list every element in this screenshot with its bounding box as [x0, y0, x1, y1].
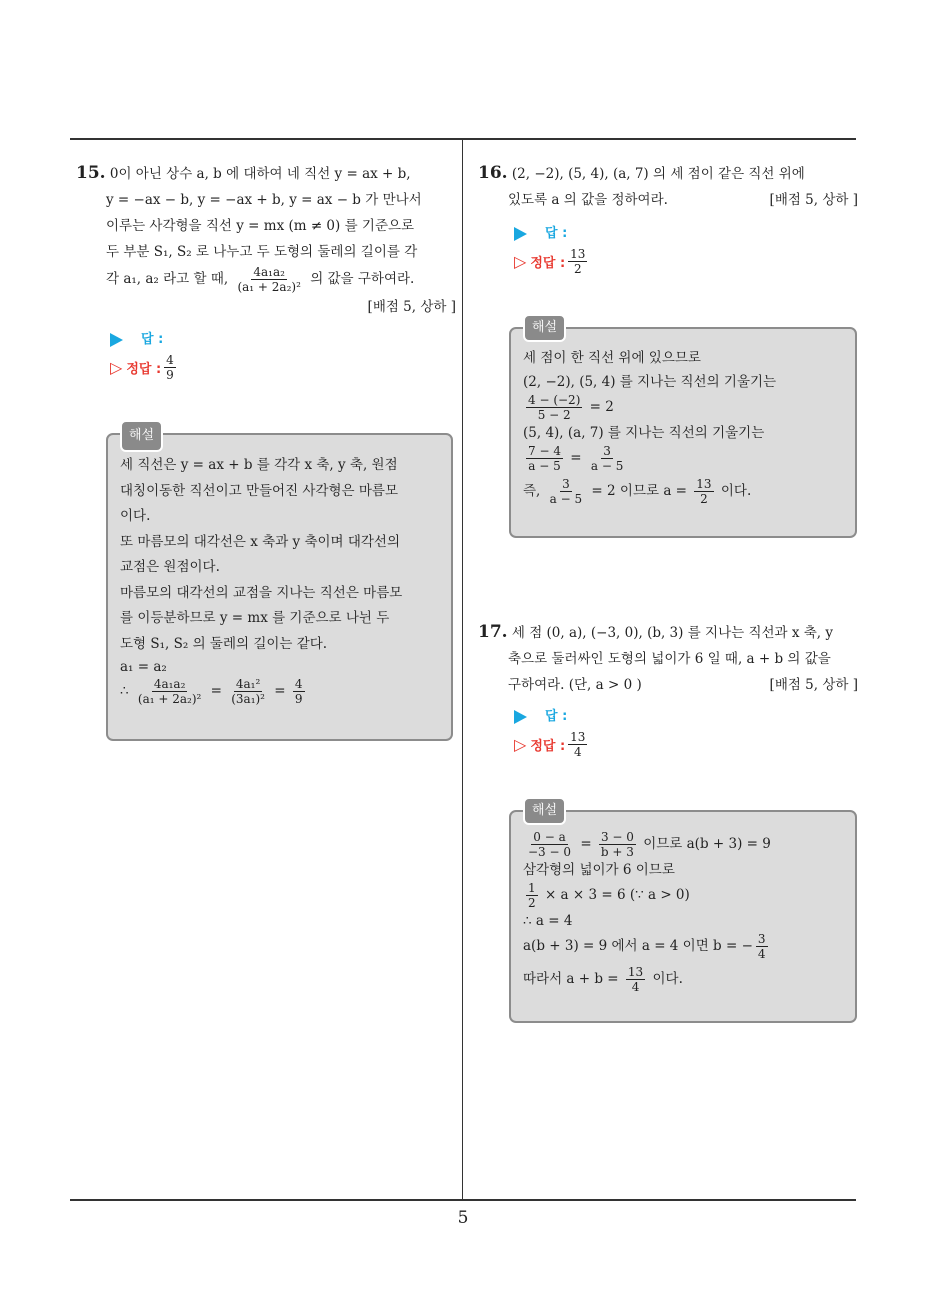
problem-16 — [478, 160, 858, 213]
solution-line: (2, −2), (5, 4) 를 지나는 직선의 기울기는 — [523, 374, 777, 390]
solution-box-16 — [509, 320, 857, 538]
play-arrow-icon — [514, 227, 527, 241]
fraction: $\frac{0 - a}{-3 - 0}$ — [528, 830, 572, 859]
solution-line: 세 직선은 y = ax + b 를 각각 x 축, y 축, 원점 — [120, 457, 398, 473]
correct-label: 정답 : — [530, 256, 566, 271]
answer-label: 답 : — [141, 332, 164, 347]
fraction: $\frac{\text{4a₁a₂}}{\text{(a₁ + 2a₂)²}}$ — [137, 677, 202, 706]
equals-sign: = — [274, 683, 286, 699]
column-divider — [462, 138, 463, 1200]
problem-text-line: 구하여라. (단, a > 0 ) — [508, 677, 642, 693]
correct-answer: $\frac{4}{9}$ — [166, 353, 174, 382]
fraction: $\frac{3 - 0}{b + 3}$ — [600, 830, 634, 859]
top-rule — [70, 138, 856, 140]
problem-text-line: 있도록 a 의 값을 정하여라. — [508, 192, 668, 208]
solution-text: 따라서 a + b = — [523, 971, 619, 987]
solution-tag: 해설 — [523, 797, 566, 825]
fraction: $\frac{13}{2}$ — [696, 477, 712, 506]
solution-line: 또 마름모의 대각선은 x 축과 y 축이며 대각선의 — [120, 533, 401, 550]
problem-17 — [478, 619, 858, 698]
problem-number: 15. — [76, 163, 106, 183]
problem-text-line: 0이 아닌 상수 a, b 에 대하여 네 직선 y = ax + b, — [109, 166, 411, 182]
therefore-symbol: ∴ — [120, 683, 129, 699]
fraction: $\frac{\text{4a₁²}}{\text{(3a₁)²}}$ — [231, 677, 265, 706]
solution-text: = 2 이므로 a = — [591, 483, 687, 499]
outline-arrow-icon: ▷ — [110, 358, 123, 377]
solution-line: 도형 S₁, S₂ 의 둘레의 길이는 같다. — [120, 635, 328, 652]
fraction: $\frac{4}{9}$ — [294, 677, 303, 706]
solution-line: 마름모의 대각선의 교점을 지나는 직선은 마름모 — [120, 584, 403, 601]
bottom-rule — [70, 1199, 856, 1201]
outline-arrow-icon: ▷ — [514, 735, 527, 754]
correct-answer: $\frac{13}{4}$ — [570, 730, 586, 759]
problem-text-line: 축으로 둘러싸인 도형의 넓이가 6 일 때, a + b 의 값을 — [508, 651, 831, 667]
correct-label: 정답 : — [530, 739, 566, 754]
solution-line: a₁ = a₂ — [120, 659, 167, 675]
solution-text: a(b + 3) = 9 에서 a = 4 이면 b = − — [523, 938, 753, 954]
solution-text: 이다. — [652, 971, 683, 987]
outline-arrow-icon: ▷ — [514, 252, 527, 271]
equals-sign: = — [580, 836, 592, 852]
fraction: $\frac{7 - 4}{a - 5}$ — [528, 444, 561, 473]
fraction: $\frac{13}{4}$ — [627, 965, 644, 994]
fraction: $\frac{3}{a - 5}$ — [590, 444, 624, 473]
solution-line: 를 이등분하므로 y = mx 를 기준으로 나뉜 두 — [120, 610, 390, 626]
answer-block-17 — [514, 705, 590, 759]
problem-number: 16. — [478, 163, 508, 183]
solution-line: (5, 4), (a, 7) 를 지나는 직선의 기울기는 — [523, 425, 765, 441]
equals-sign: = — [570, 450, 582, 466]
problem-15 — [76, 160, 456, 320]
fraction: $\frac{\text{4a₁a₂}}{\text{(a₁ + 2a₂)²}}$ — [237, 265, 301, 294]
problem-text-line: y = −ax − b, y = −ax + b, y = ax − b 가 만나서 — [106, 192, 422, 208]
points-label: [배점 5, 상하 ] — [769, 677, 858, 693]
points-label: [배점 5, 상하 ] — [769, 192, 858, 208]
solution-box-15 — [106, 428, 453, 741]
play-arrow-icon — [514, 710, 527, 724]
solution-text: 이다. — [720, 483, 752, 499]
problem-text-line: 세 점 (0, a), (−3, 0), (b, 3) 를 지나는 직선과 x 축, y — [511, 625, 834, 641]
play-arrow-icon — [110, 333, 123, 347]
problem-text-line: 의 값을 구하여라. — [310, 271, 415, 287]
answer-label: 답 : — [545, 226, 568, 241]
solution-line: 삼각형의 넓이가 6 이므로 — [523, 862, 675, 878]
solution-line: 이다. — [120, 508, 151, 524]
problem-text-line: 이루는 사각형을 직선 y = mx (m ≠ 0) 를 기준으로 — [106, 218, 415, 234]
solution-text: × a × 3 = 6 (∵ a > 0) — [544, 887, 690, 903]
fraction: $\frac{4 - (-2)}{5 - 2}$ — [528, 393, 581, 422]
solution-line: 대칭이동한 직선이고 만들어진 사각형은 마름모 — [120, 482, 398, 499]
fraction: $\frac{1}{2}$ — [528, 881, 536, 910]
solution-text: 이므로 a(b + 3) = 9 — [643, 836, 771, 852]
answer-label: 답 : — [545, 709, 568, 724]
problem-text-line: (2, −2), (5, 4), (a, 7) 의 세 점이 같은 직선 위에 — [511, 166, 805, 182]
points-label: [배점 5, 상하 ] — [367, 299, 456, 315]
solution-box-17 — [509, 803, 857, 1023]
equals-sign: = — [210, 683, 222, 699]
fraction: $\frac{3}{a - 5}$ — [549, 477, 583, 506]
solution-text: = 2 — [589, 399, 614, 415]
solution-tag: 해설 — [523, 314, 566, 342]
correct-answer: $\frac{13}{2}$ — [570, 247, 586, 276]
solution-line: 교점은 원점이다. — [120, 559, 220, 575]
fraction: $\frac{3}{4}$ — [757, 932, 766, 961]
solution-line: ∴ a = 4 — [523, 913, 573, 929]
correct-label: 정답 : — [126, 362, 162, 377]
solution-tag: 해설 — [120, 420, 163, 452]
page-number: 5 — [457, 1208, 469, 1228]
solution-line: 세 점이 한 직선 위에 있으므로 — [523, 350, 701, 366]
answer-block-15 — [110, 328, 179, 382]
problem-text-line: 각 a₁, a₂ 라고 할 때, — [106, 271, 229, 287]
solution-text: 즉, — [523, 483, 541, 499]
problem-number: 17. — [478, 622, 508, 642]
answer-block-16 — [514, 222, 590, 276]
problem-text-line: 두 부분 S₁, S₂ 로 나누고 두 도형의 둘레의 길이를 각 — [106, 244, 418, 260]
